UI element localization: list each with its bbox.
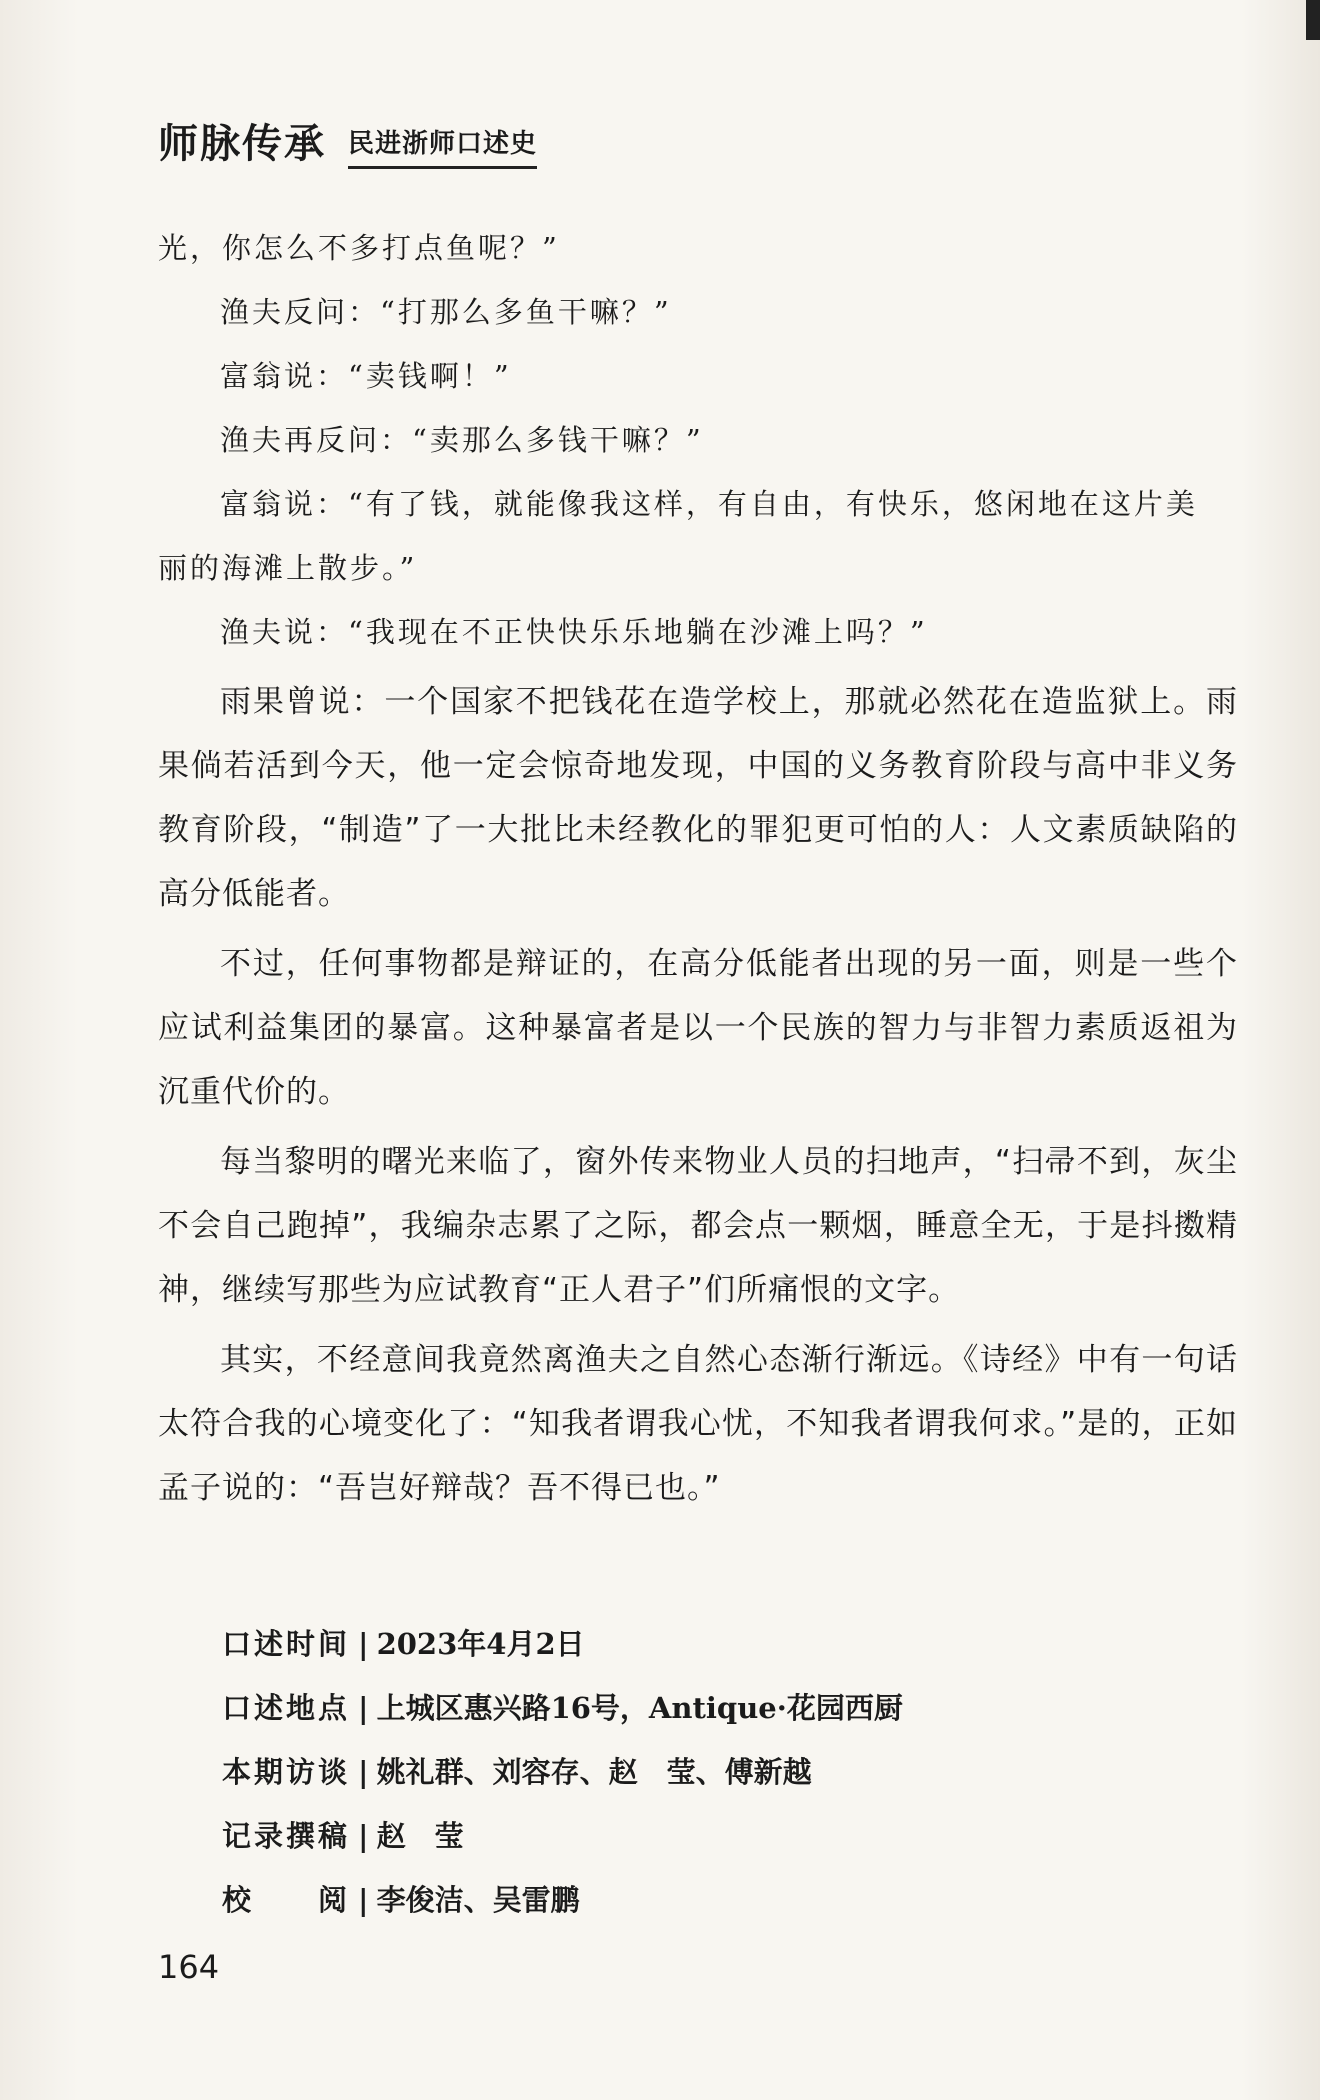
meta-value: 姚礼群、刘容存、赵 莹、傅新越 [376,1755,812,1789]
meta-separator: | [358,1627,369,1661]
dialogue-line: 渔夫说：“我现在不正快快乐乐地躺在沙滩上吗？” [220,615,928,649]
dialogue-line: 渔夫再反问：“卖那么多钱干嘛？” [220,423,704,457]
dialogue-line: 光，你怎么不多打点鱼呢？” [158,231,560,265]
meta-row [222,1612,903,1676]
dialogue-line: 渔夫反问：“打那么多鱼干嘛？” [220,295,672,329]
dialogue-line: 丽的海滩上散步。” [158,551,418,585]
page-edge-shadow [1306,0,1320,40]
paragraph: 不过，任何事物都是辩证的，在高分低能者出现的另一面，则是一些个应试利益集团的暴富。这种暴富者是以一个民族的智力与非智力素质返祖为沉重代价的。 [158,946,1238,1110]
paragraph: 雨果曾说：一个国家不把钱花在造学校上，那就必然花在造监狱上。雨果倘若活到今天，他一定会惊奇地发现，中国的义务教育阶段与高中非义务教育阶段，“制造”了一大批比未经教化的罪犯更可怕的人：人文素质缺陷的高分低能者。 [158,684,1238,912]
header-title: 师脉传承 [158,120,326,167]
paragraph: 每当黎明的曙光来临了，窗外传来物业人员的扫地声，“扫帚不到，灰尘不会自己跑掉”，我编杂志累了之际，都会点一颗烟，睡意全无，于是抖擞精神，继续写那些为应试教育“正人君子”们所痛恨的文字。 [158,1144,1238,1308]
dialogue-line: 富翁说：“有了钱，就能像我这样，有自由，有快乐，悠闲地在这片美 [220,487,1198,521]
interview-metadata [222,1612,903,1932]
meta-value: 李俊洁、吴雷鹏 [376,1883,580,1917]
meta-separator: | [358,1691,369,1725]
meta-label: 口述时间 [222,1627,351,1661]
meta-row [222,1804,903,1868]
meta-value: 赵 莹 [376,1819,464,1853]
paragraph: 其实，不经意间我竟然离渔夫之自然心态渐行渐远。《诗经》中有一句话太符合我的心境变化了：“知我者谓我心忧，不知我者谓我何求。”是的，正如孟子说的：“吾岂好辩哉？吾不得已也。” [158,1342,1238,1506]
meta-label: 本期访谈 [222,1755,351,1789]
body-text [158,216,1238,1520]
meta-label: 记录撰稿 [222,1819,351,1853]
meta-label: 校 阅 [222,1883,351,1917]
page-number: 164 [158,1948,220,1986]
meta-row [222,1740,903,1804]
dialogue-line: 富翁说：“卖钱啊！” [220,359,512,393]
meta-row [222,1676,903,1740]
running-header [158,112,537,169]
meta-separator: | [358,1883,369,1917]
meta-label: 口述地点 [222,1691,351,1725]
meta-separator: | [358,1755,369,1789]
meta-value: 上城区惠兴路16号，Antique·花园西厨 [376,1691,903,1725]
meta-value: 2023年4月2日 [376,1627,585,1661]
header-subtitle: 民进浙师口述史 [348,123,537,169]
meta-separator: | [358,1819,369,1853]
meta-row [222,1868,903,1932]
